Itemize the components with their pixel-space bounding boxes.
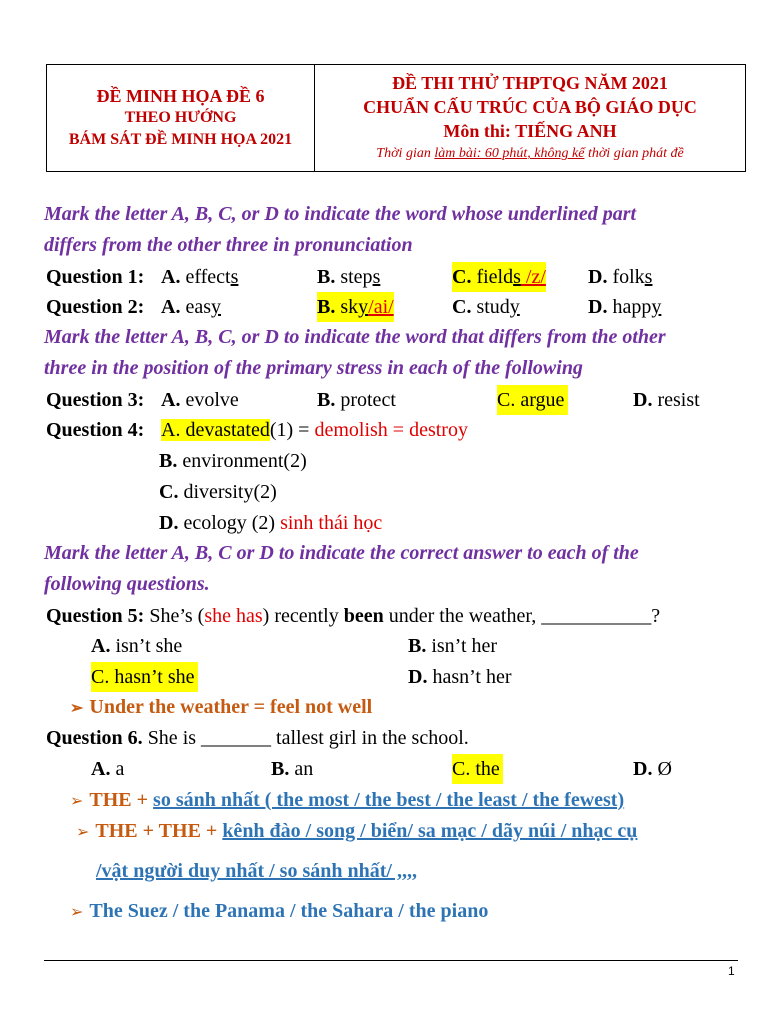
section1-instruction-line2: differs from the other three in pronunciation [44, 234, 413, 256]
section3-instruction-line2: following questions. [44, 573, 210, 595]
header-left-line3: BÁM SÁT ĐỀ MINH HỌA 2021 [68, 131, 293, 148]
q5-option-d[interactable]: D. hasn’t her [408, 666, 512, 688]
header-subject: Môn thi: TIẾNG ANH [443, 121, 617, 141]
question-4-label: Question 4: [46, 419, 145, 441]
section3-instruction-line1: Mark the letter A, B, C or D to indicate the correct answer to each of the [44, 542, 639, 564]
header-right [315, 65, 746, 172]
q1-option-d[interactable]: D. folks [588, 266, 653, 288]
footer-divider [44, 960, 738, 961]
header-table [46, 64, 746, 172]
q3-option-b[interactable]: B. protect [317, 389, 396, 411]
q2-option-c[interactable]: C. study [452, 296, 520, 318]
q6-option-c-answer[interactable]: C. the [452, 754, 503, 784]
q4-option-c[interactable]: C. diversity(2) [159, 481, 277, 503]
header-left [47, 65, 315, 172]
header-time: Thời gian làm bài: 60 phút, không kể thời gian phát đề [376, 146, 684, 161]
q5-option-c-answer[interactable]: C. hasn’t she [91, 662, 198, 692]
section2-instruction-line1: Mark the letter A, B, C, or D to indicate the word that differs from the other [44, 326, 666, 348]
section1-instruction-line1: Mark the letter A, B, C, or D to indicate the word whose underlined part [44, 203, 637, 225]
q5-option-a[interactable]: A. isn’t she [91, 635, 183, 657]
header-title2: CHUẨN CẤU TRÚC CỦA BỘ GIÁO DỤC [363, 97, 697, 117]
q4-option-d[interactable]: D. ecology (2) sinh thái học [159, 512, 383, 534]
q2-option-a[interactable]: A. easy [161, 296, 221, 318]
q1-option-a[interactable]: A. effects [161, 266, 239, 288]
q1-option-c-answer[interactable]: C. fields /z/ [452, 262, 546, 292]
header-title1: ĐỀ THI THỬ THPTQG NĂM 2021 [392, 73, 668, 93]
q3-option-a[interactable]: A. evolve [161, 389, 239, 411]
q2-option-d[interactable]: D. happy [588, 296, 662, 318]
question-1-label: Question 1: [46, 266, 145, 288]
question-3-label: Question 3: [46, 389, 145, 411]
q1-option-b[interactable]: B. steps [317, 266, 381, 288]
q6-option-a[interactable]: A. a [91, 758, 125, 780]
q5-option-b[interactable]: B. isn’t her [408, 635, 498, 657]
question-2-label: Question 2: [46, 296, 145, 318]
q6-option-b[interactable]: B. an [271, 758, 314, 780]
q3-option-c-answer[interactable]: C. argue [497, 385, 568, 415]
section2-instruction-line2: three in the position of the primary stress in each of the following [44, 357, 583, 379]
q5-note-text: Under the weather = feel not well [89, 696, 373, 718]
arrow-bullet-icon: ➢ [70, 793, 84, 810]
q3-option-d[interactable]: D. resist [633, 389, 700, 411]
page-number: 1 [728, 964, 735, 978]
question-6-stem: Question 6. She is _______ tallest girl in the school. [46, 727, 469, 749]
q4-option-a-answer[interactable]: A. devastated(1) = demolish = destroy [161, 419, 468, 441]
arrow-bullet-icon: ➢ [76, 824, 90, 841]
q4-option-b[interactable]: B. environment(2) [159, 450, 307, 472]
arrow-bullet-icon: ➢ [70, 904, 84, 921]
q2-option-b-answer[interactable]: B. sky/ai/ [317, 292, 394, 322]
q6-option-d[interactable]: D. Ø [633, 758, 672, 780]
question-5-stem: Question 5: She’s (she has) recently been under the weather, ___________? [46, 605, 661, 627]
header-left-line1: ĐỀ MINH HỌA ĐỀ 6 [96, 86, 265, 106]
header-left-line2: THEO HƯỚNG [124, 109, 237, 126]
arrow-bullet-icon: ➢ [70, 700, 84, 717]
